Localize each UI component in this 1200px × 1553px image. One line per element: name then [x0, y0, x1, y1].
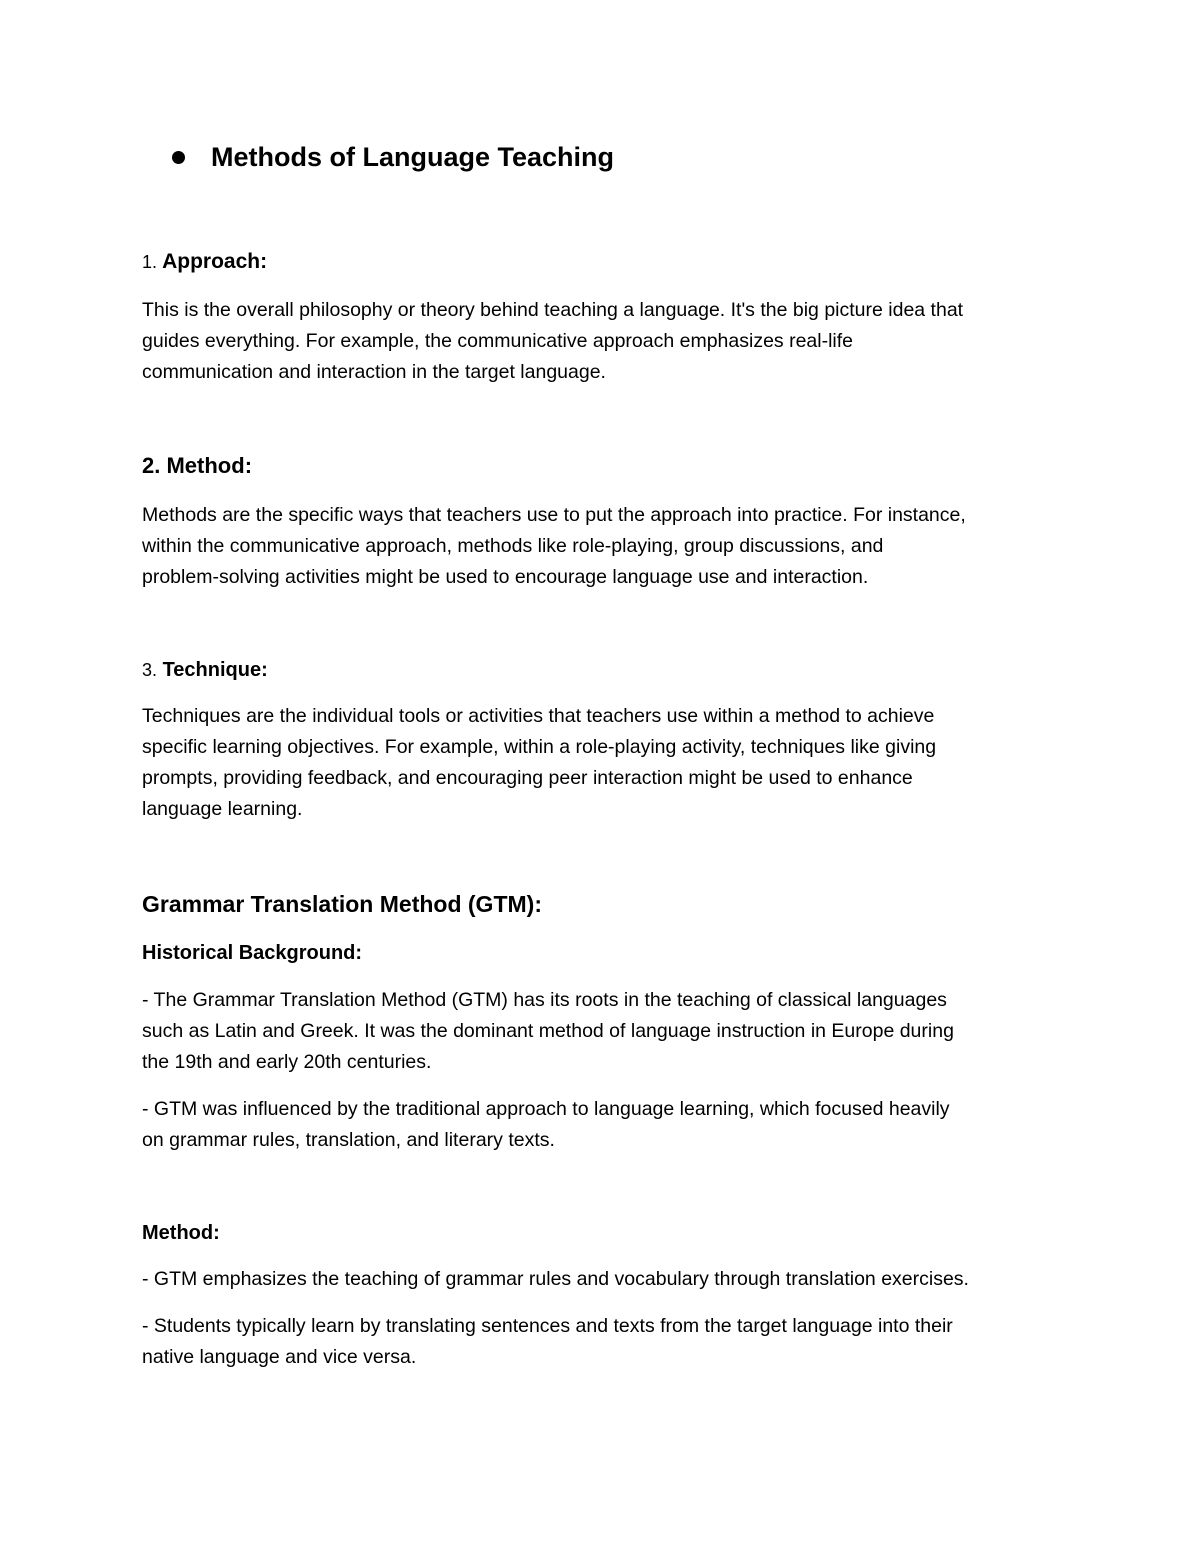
paragraph-line: This is the overall philosophy or theory behind teaching a language. It's the big picture idea that: [142, 299, 964, 321]
approach-paragraph: [142, 295, 1072, 388]
technique-title: Technique:: [162, 659, 268, 681]
paragraph-line: on grammar rules, translation, and literary texts.: [142, 1129, 555, 1151]
paragraph-line: specific learning objectives. For example, within a role-playing activity, techniques like giving: [142, 736, 937, 758]
method-number: 2.: [142, 453, 161, 478]
approach-number: 1.: [142, 252, 158, 272]
method-paragraph: [142, 500, 1072, 593]
historical-title: Historical Background:: [142, 942, 363, 964]
approach-heading: [142, 247, 1072, 277]
gtm-method-paragraph-2: [142, 1311, 1072, 1373]
historical-paragraph-1: [142, 985, 1072, 1078]
paragraph-line: within the communicative approach, methods like role-playing, group discussions, and: [142, 535, 884, 557]
paragraph-line: such as Latin and Greek. It was the dominant method of language instruction in Europe during: [142, 1020, 954, 1042]
paragraph-line: guides everything. For example, the communicative approach emphasizes real-life: [142, 330, 854, 352]
paragraph-line: Techniques are the individual tools or activities that teachers use within a method to achieve: [142, 705, 935, 727]
page-title: Methods of Language Teaching: [211, 142, 615, 172]
paragraph-line: - Students typically learn by translating sentences and texts from the target language into their: [142, 1315, 953, 1337]
method-title: Method:: [166, 453, 253, 478]
technique-heading: [142, 655, 1072, 685]
paragraph-line: language learning.: [142, 798, 303, 820]
paragraph-line: problem-solving activities might be used to encourage language use and interaction.: [142, 566, 869, 588]
technique-paragraph: [142, 701, 1072, 825]
gtm-method-paragraph-1: [142, 1264, 1072, 1295]
paragraph-line: prompts, providing feedback, and encouraging peer interaction might be used to enhance: [142, 767, 913, 789]
bullet-icon: [172, 151, 185, 164]
paragraph-line: the 19th and early 20th centuries.: [142, 1051, 432, 1073]
historical-heading: [142, 938, 1072, 968]
gtm-heading: [142, 889, 1072, 919]
paragraph-line: communication and interaction in the target language.: [142, 361, 606, 383]
paragraph-line: native language and vice versa.: [142, 1346, 417, 1368]
title-row: [172, 142, 614, 173]
gtm-method-title: Method:: [142, 1222, 220, 1244]
gtm-method-heading: [142, 1218, 1072, 1248]
paragraph-line: - GTM emphasizes the teaching of grammar rules and vocabulary through translation exercises.: [142, 1268, 969, 1290]
technique-number: 3.: [142, 660, 158, 680]
historical-paragraph-2: [142, 1094, 1072, 1156]
gtm-title: Grammar Translation Method (GTM):: [142, 891, 542, 917]
paragraph-line: - The Grammar Translation Method (GTM) has its roots in the teaching of classical languages: [142, 989, 947, 1011]
approach-title: Approach:: [162, 250, 268, 273]
paragraph-line: - GTM was influenced by the traditional approach to language learning, which focused heavily: [142, 1098, 950, 1120]
paragraph-line: Methods are the specific ways that teachers use to put the approach into practice. For instance,: [142, 504, 966, 526]
method-heading: [142, 451, 1072, 481]
